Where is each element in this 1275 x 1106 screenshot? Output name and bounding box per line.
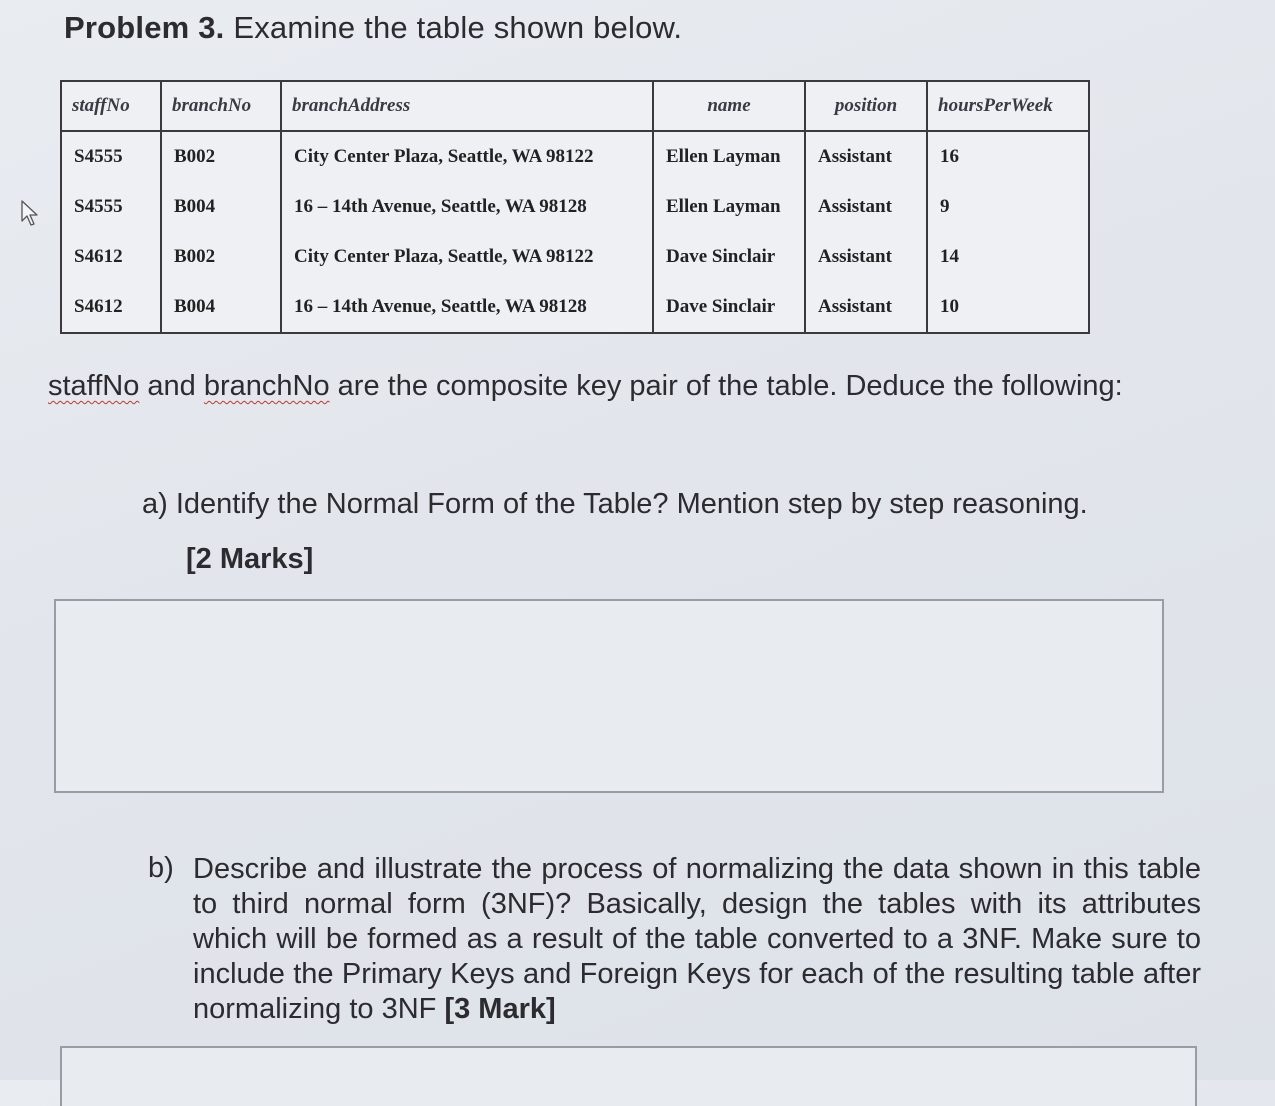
mouse-pointer-icon [20, 199, 42, 227]
table-cell: B002 [161, 232, 281, 282]
table-cell: B002 [161, 131, 281, 182]
table-cell: S4612 [61, 282, 161, 333]
column-header-position: position [805, 81, 927, 131]
statement-rest: are the composite key pair of the table. Deduce the following: [329, 370, 1123, 402]
answer-box-b[interactable] [60, 1046, 1197, 1106]
question-a-label: a) [142, 488, 168, 520]
table-cell: B004 [161, 182, 281, 232]
table-row [61, 282, 1089, 333]
question-b-text: Describe and illustrate the process of normalizing the data shown in this table to third normal form (3NF)? Basically, design the tables with its attributes which will be formed as a result of the table converted to a 3NF. Make sure to include the Primary Keys and Foreign Keys for each of the resulting table after normalizing to 3NF [193, 853, 1201, 1025]
composite-key-statement [48, 370, 1123, 403]
question-a-text: Identify the Normal Form of the Table? Mention step by step reasoning. [175, 488, 1088, 520]
column-header-name: name [653, 81, 805, 131]
spellcheck-word-branchno: branchNo [203, 370, 330, 402]
spellcheck-word-staffno: staffNo [48, 370, 140, 402]
table-header-row [61, 81, 1089, 131]
problem-instruction: Examine the table shown below. [233, 10, 683, 45]
table-row [61, 232, 1089, 282]
column-header-staffno: staffNo [61, 81, 161, 131]
question-b [193, 852, 1201, 1027]
answer-box-a[interactable] [54, 599, 1164, 793]
staff-branch-table [60, 80, 1090, 334]
table-cell: Dave Sinclair [653, 232, 805, 282]
table-row [61, 182, 1089, 232]
table-cell: S4612 [61, 232, 161, 282]
table-cell: City Center Plaza, Seattle, WA 98122 [281, 131, 653, 182]
table-cell: Assistant [805, 232, 927, 282]
question-a-marks: [2 Marks] [186, 543, 314, 575]
column-header-branchno: branchNo [161, 81, 281, 131]
problem-title [64, 10, 682, 46]
table-cell: Ellen Layman [653, 182, 805, 232]
table-cell: Assistant [805, 282, 927, 333]
table-cell: 10 [927, 282, 1089, 333]
table-cell: Assistant [805, 182, 927, 232]
table-cell: Ellen Layman [653, 131, 805, 182]
table-cell: Dave Sinclair [653, 282, 805, 333]
table-cell: 16 [927, 131, 1089, 182]
table-cell: 9 [927, 182, 1089, 232]
table-cell: 14 [927, 232, 1089, 282]
table-cell: S4555 [61, 182, 161, 232]
table-row [61, 131, 1089, 182]
table-cell: Assistant [805, 131, 927, 182]
table-cell: S4555 [61, 131, 161, 182]
table-cell: City Center Plaza, Seattle, WA 98122 [281, 232, 653, 282]
problem-number: Problem 3. [64, 10, 225, 45]
column-header-hoursperweek: hoursPerWeek [927, 81, 1089, 131]
column-header-branchaddress: branchAddress [281, 81, 653, 131]
table-cell: B004 [161, 282, 281, 333]
question-a [142, 488, 1088, 521]
table-cell: 16 – 14th Avenue, Seattle, WA 98128 [281, 182, 653, 232]
question-b-marks: [3 Mark] [444, 993, 556, 1025]
table-cell: 16 – 14th Avenue, Seattle, WA 98128 [281, 282, 653, 333]
question-b-label: b) [148, 852, 174, 884]
statement-connector: and [139, 370, 204, 402]
